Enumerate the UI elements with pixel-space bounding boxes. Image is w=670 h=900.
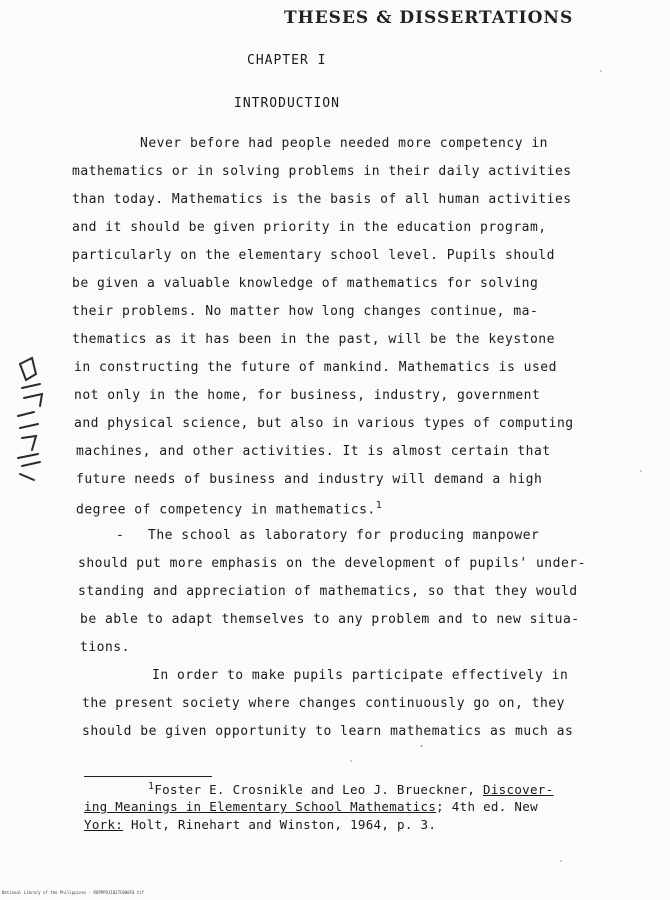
footnote-line bbox=[84, 799, 538, 814]
footnote-text: Holt, Rinehart and Winston, 1964, p. 3. bbox=[123, 817, 437, 832]
footnote-ref: 1 bbox=[375, 500, 383, 511]
scan-speck bbox=[640, 470, 642, 472]
text-line: their problems. No matter how long changes continue, ma- bbox=[72, 304, 539, 319]
text-line: mathematics or in solving problems in their daily activities bbox=[72, 164, 572, 179]
text-line-with-footnote-ref bbox=[76, 500, 382, 517]
footnote-number: 1 bbox=[148, 781, 155, 792]
chapter-heading: CHAPTER I bbox=[247, 53, 327, 68]
text-line: should put more emphasis on the development of pupils' under- bbox=[78, 556, 586, 571]
scan-speck bbox=[560, 860, 562, 862]
text-line: Never before had people needed more competency in bbox=[140, 136, 549, 151]
text-line: the present society where changes continuously go on, they bbox=[82, 696, 565, 711]
text-line: particularly on the elementary school level. Pupils should bbox=[72, 248, 555, 263]
section-title: INTRODUCTION bbox=[234, 96, 340, 111]
scan-speck bbox=[350, 760, 352, 762]
footnote-book-title: Discover- bbox=[483, 782, 554, 798]
text-line: degree of competency in mathematics. bbox=[76, 502, 376, 518]
footnote-text: ; 4th ed. New bbox=[436, 799, 538, 814]
text-line: not only in the home, for business, industry, government bbox=[74, 388, 541, 403]
footnote-line bbox=[148, 781, 553, 797]
text-line: should be given opportunity to learn mathematics as much as bbox=[82, 724, 574, 739]
scan-speck bbox=[420, 745, 423, 747]
handwritten-margin-note bbox=[12, 354, 52, 484]
archive-footer: National Library of the Philippines · ROPPPO11027C000F0 tif bbox=[2, 890, 145, 895]
scan-speck bbox=[600, 70, 602, 72]
theses-dissertations-stamp: THESES & DISSERTATIONS bbox=[284, 8, 574, 28]
text-line: standing and appreciation of mathematics, so that they would bbox=[78, 584, 578, 599]
text-line: thematics as it has been in the past, will be the keystone bbox=[72, 332, 555, 347]
text-line: and physical science, but also in various types of computing bbox=[74, 416, 574, 431]
text-line: machines, and other activities. It is almost certain that bbox=[76, 444, 551, 459]
text-line: be given a valuable knowledge of mathematics for solving bbox=[72, 276, 539, 291]
text-line: be able to adapt themselves to any problem and to new situa- bbox=[80, 612, 580, 627]
text-line: than today. Mathematics is the basis of all human activities bbox=[72, 192, 572, 207]
text-line: In order to make pupils participate effectively in bbox=[152, 668, 569, 683]
footnote-book-title: York: bbox=[84, 817, 124, 832]
footnote-book-title: ing Meanings in Elementary School Mathematics bbox=[84, 799, 437, 814]
text-line: in constructing the future of mankind. Mathematics is used bbox=[74, 360, 557, 375]
text-line: The school as laboratory for producing manpower bbox=[148, 528, 540, 543]
footnote-separator bbox=[84, 776, 212, 777]
handwriting-image bbox=[12, 354, 52, 484]
footnote-text: Foster E. Crosnikle and Leo J. Brueckner, bbox=[154, 782, 484, 798]
dash-mark: - bbox=[116, 528, 125, 543]
text-line: future needs of business and industry will demand a high bbox=[76, 472, 543, 487]
text-line: and it should be given priority in the education program, bbox=[72, 220, 547, 235]
footnote-line bbox=[84, 817, 436, 832]
text-line: tions. bbox=[80, 640, 130, 655]
